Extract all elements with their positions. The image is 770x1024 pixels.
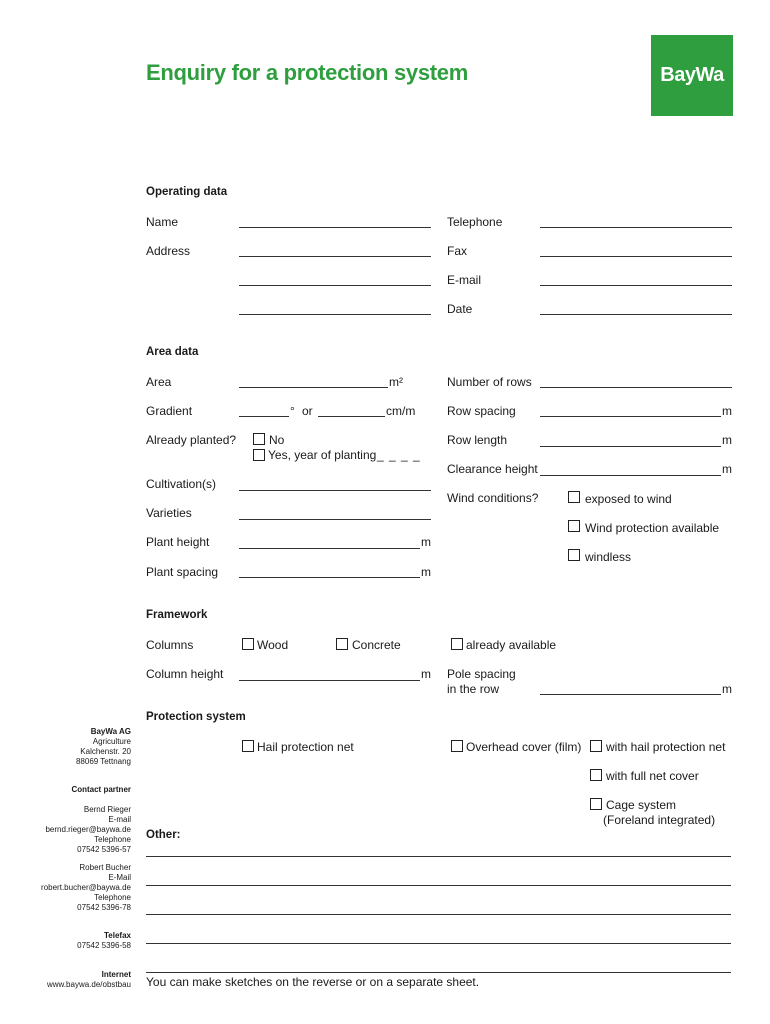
contact-heading: Contact partner (71, 785, 131, 794)
row-length-field[interactable] (540, 446, 721, 447)
plant-spacing-field[interactable] (239, 577, 420, 578)
address-label: Address (146, 244, 191, 258)
wind-label: Wind conditions? (447, 491, 539, 505)
framework-heading: Framework (146, 609, 208, 621)
other-line-4[interactable] (146, 943, 731, 944)
p1-email[interactable]: bernd.rieger@baywa.de (45, 825, 131, 834)
hail-net-label: Hail protection net (257, 740, 354, 754)
area-label: Area (146, 375, 172, 389)
p1-email-label: E-mail (108, 815, 131, 824)
with-full-checkbox[interactable] (590, 769, 602, 781)
row-spacing-unit: m (722, 404, 732, 418)
clearance-unit: m (722, 462, 732, 476)
with-hail-checkbox[interactable] (590, 740, 602, 752)
cage-label: Cage system (606, 798, 677, 812)
company-dept: Agriculture (92, 737, 131, 746)
windless-checkbox[interactable] (568, 549, 580, 561)
windless-label: windless (585, 550, 632, 564)
row-spacing-field[interactable] (540, 416, 721, 417)
address-field-3[interactable] (239, 314, 431, 315)
area-unit: m² (389, 375, 403, 389)
overhead-label: Overhead cover (film) (466, 740, 582, 754)
p2-tel-label: Telephone (94, 893, 131, 902)
cultivation-label: Cultivation(s) (146, 477, 217, 491)
or-text: or (302, 404, 313, 418)
p2-email-label: E-Mail (108, 873, 131, 882)
cage-sub-label: (Foreland integrated) (603, 813, 716, 827)
clearance-label: Clearance height (447, 462, 538, 476)
no-checkbox[interactable] (253, 433, 265, 445)
year-dashes[interactable]: _ _ _ _ (377, 448, 421, 462)
row-length-label: Row length (447, 433, 508, 447)
p1-tel-label: Telephone (94, 835, 131, 844)
website-link[interactable]: www.baywa.de/obstbau (46, 980, 131, 989)
exposed-checkbox[interactable] (568, 491, 580, 503)
clearance-field[interactable] (540, 475, 721, 476)
address-field-2[interactable] (239, 285, 431, 286)
columns-label: Columns (146, 638, 194, 652)
row-spacing-label: Row spacing (447, 404, 516, 418)
area-field[interactable] (239, 387, 388, 388)
hail-net-checkbox[interactable] (242, 740, 254, 752)
pole-spacing-label-1: Pole spacing (447, 667, 516, 681)
internet-heading: Internet (101, 970, 131, 979)
gradient-label: Gradient (146, 404, 193, 418)
name-label: Name (146, 215, 179, 229)
company-street: Kalchenstr. 20 (80, 747, 131, 756)
pole-spacing-label-2: in the row (447, 682, 500, 696)
other-line-2[interactable] (146, 885, 731, 886)
other-line-5[interactable] (146, 972, 731, 973)
other-heading: Other: (146, 829, 181, 841)
concrete-label: Concrete (352, 638, 401, 652)
exposed-label: exposed to wind (585, 492, 672, 506)
internet-block (47, 970, 131, 990)
column-height-label: Column height (146, 667, 224, 681)
fax-number: 07542 5396-58 (77, 941, 131, 950)
with-hail-label: with hail protection net (606, 740, 726, 754)
name-field[interactable] (239, 227, 431, 228)
gradient-cm-field[interactable] (318, 416, 385, 417)
column-height-field[interactable] (239, 680, 420, 681)
sketch-note: You can make sketches on the reverse or on a separate sheet. (146, 975, 480, 989)
plant-height-label: Plant height (146, 535, 210, 549)
telephone-label: Telephone (447, 215, 503, 229)
wood-label: Wood (257, 638, 289, 652)
overhead-checkbox[interactable] (451, 740, 463, 752)
varieties-label: Varieties (146, 506, 192, 520)
plant-spacing-unit: m (421, 565, 431, 579)
plant-spacing-label: Plant spacing (146, 565, 219, 579)
email-label: E-mail (447, 273, 482, 287)
cm-m-unit: cm/m (386, 404, 416, 418)
page-title: Enquiry for a protection system (146, 60, 468, 85)
date-label: Date (447, 302, 473, 316)
fax-label: Fax (447, 244, 468, 258)
p2-tel: 07542 5396-78 (77, 903, 131, 912)
varieties-field[interactable] (239, 519, 431, 520)
already-planted-label: Already planted? (146, 433, 237, 447)
wood-checkbox[interactable] (242, 638, 254, 650)
area-heading: Area data (146, 346, 199, 358)
column-height-unit: m (421, 667, 431, 681)
telephone-field[interactable] (540, 227, 732, 228)
wind-protection-label: Wind protection available (585, 521, 720, 535)
available-label: already available (466, 638, 557, 652)
row-length-unit: m (722, 433, 732, 447)
company-city: 88069 Tettnang (75, 757, 131, 766)
fax-block (77, 931, 131, 951)
no-label: No (269, 433, 285, 447)
plant-height-field[interactable] (239, 548, 420, 549)
protection-heading: Protection system (146, 711, 246, 723)
available-checkbox[interactable] (451, 638, 463, 650)
company-address (76, 727, 131, 767)
operating-heading: Operating data (146, 186, 228, 198)
yes-checkbox[interactable] (253, 449, 265, 461)
wind-protection-checkbox[interactable] (568, 520, 580, 532)
p1-tel: 07542 5396-57 (77, 845, 131, 854)
other-line-1[interactable] (146, 856, 731, 857)
address-field-1[interactable] (239, 256, 431, 257)
plant-height-unit: m (421, 535, 431, 549)
date-field[interactable] (540, 314, 732, 315)
gradient-degree-field[interactable] (239, 416, 289, 417)
fax-field[interactable] (540, 256, 732, 257)
other-line-3[interactable] (146, 914, 731, 915)
pole-spacing-unit: m (722, 682, 732, 696)
yes-year-label: Yes, year of planting (268, 448, 377, 462)
concrete-checkbox[interactable] (336, 638, 348, 650)
p2-email[interactable]: robert.bucher@baywa.de (41, 883, 131, 892)
contact-person-1 (45, 805, 131, 855)
cultivation-field[interactable] (239, 490, 431, 491)
fax-heading: Telefax (104, 931, 131, 940)
email-field[interactable] (540, 285, 732, 286)
with-full-label: with full net cover (606, 769, 699, 783)
contact-person-2 (41, 863, 131, 913)
baywa-logo: BayWa (651, 35, 733, 116)
rows-field[interactable] (540, 387, 732, 388)
p2-name: Robert Bucher (79, 863, 131, 872)
degree-unit: ° (290, 404, 295, 418)
company-name: BayWa AG (90, 727, 131, 736)
pole-spacing-field[interactable] (540, 694, 721, 695)
rows-label: Number of rows (447, 375, 532, 389)
p1-name: Bernd Rieger (83, 805, 131, 814)
cage-checkbox[interactable] (590, 798, 602, 810)
